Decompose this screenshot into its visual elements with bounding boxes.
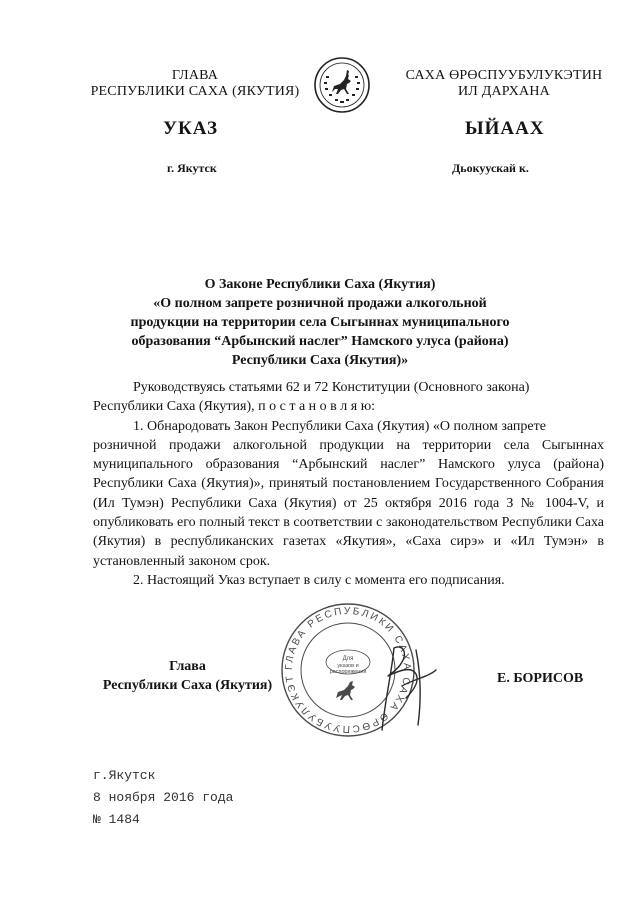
- signatory-position-line2: Республики Саха (Якутия): [102, 678, 273, 693]
- signatory-position: [95, 657, 280, 695]
- preamble-line2: Республики Саха (Якутия), п о с т а н о в л я ю:: [93, 399, 376, 415]
- decree-title: [90, 275, 550, 370]
- item1-first-line: 1. Обнародовать Закон Республики Саха (Якутия) «О полном запрете: [133, 418, 546, 434]
- svg-text:Для: Для: [342, 656, 354, 662]
- issuer-right-line1: САХА ӨРӨСПУУБУЛУКЭТИН: [405, 68, 603, 83]
- emblem-of-yakutia-icon: [313, 56, 371, 114]
- item1-text: розничной продажи алкогольной продукции на территории села Сыгыннах муниципального образования “Арбынский наслег” Намского улуса (района) Республики Саха (Якутия)», принятый постановлением Государственного Собрания (Ил Тумэн) Республики Саха (Якутия) от 25 октября 2016 года З № 1004-V, и опубликовать его полный текст в соответствии с законодательством Республики Саха (Якутия) в республиканских газетах «Якутия», «Саха сирэ» и «Ил Тумэн» в установленный законом срок.: [93, 437, 604, 569]
- svg-text:ГЛАВА РЕСПУБЛИКИ САХА САХА ӨРӨ: ГЛАВА РЕСПУБЛИКИ САХА САХА ӨРӨСПУУБУЛУКЭТ: [283, 605, 413, 735]
- footer-city: г.Якутск: [93, 768, 156, 783]
- issuer-right: [388, 68, 620, 100]
- doc-type-ru: УКАЗ: [163, 118, 218, 139]
- issuer-right-line2: ИЛ ДАРХАНА: [457, 84, 550, 99]
- signatory-position-line1: Глава: [169, 659, 206, 674]
- title-line: образования “Арбынский наслег” Намского улуса (района): [131, 334, 509, 349]
- doc-type-sakha: ЫЙААХ: [465, 118, 545, 139]
- title-line: продукции на территории села Сыгыннах муниципального: [130, 315, 510, 330]
- title-line: «О полном запрете розничной продажи алкогольной: [153, 296, 487, 311]
- issuer-left-line2: РЕСПУБЛИКИ САХА (ЯКУТИЯ): [90, 84, 300, 99]
- footer-date: 8 ноября 2016 года: [93, 790, 234, 805]
- item2-text: 2. Настоящий Указ вступает в силу с момента его подписания.: [133, 572, 505, 588]
- decree-body: [93, 378, 604, 590]
- preamble-line1: Руководствуясь статьями 62 и 72 Конституции (Основного закона): [133, 380, 530, 395]
- svg-text:распоряжений: распоряжений: [329, 669, 367, 675]
- issuer-left: [70, 68, 320, 100]
- signatory-name: Е. БОРИСОВ: [497, 671, 584, 686]
- footer-number: № 1484: [93, 812, 140, 827]
- city-sakha: Дьокуускай к.: [452, 161, 529, 175]
- issuer-left-line1: ГЛАВА: [171, 68, 219, 83]
- city-ru: г. Якутск: [167, 161, 217, 175]
- title-line: Республики Саха (Якутия)»: [231, 353, 409, 368]
- svg-text:указов и: указов и: [337, 663, 359, 669]
- handwritten-signature-icon: [372, 640, 442, 735]
- title-line: О Законе Республики Саха (Якутия): [204, 277, 436, 292]
